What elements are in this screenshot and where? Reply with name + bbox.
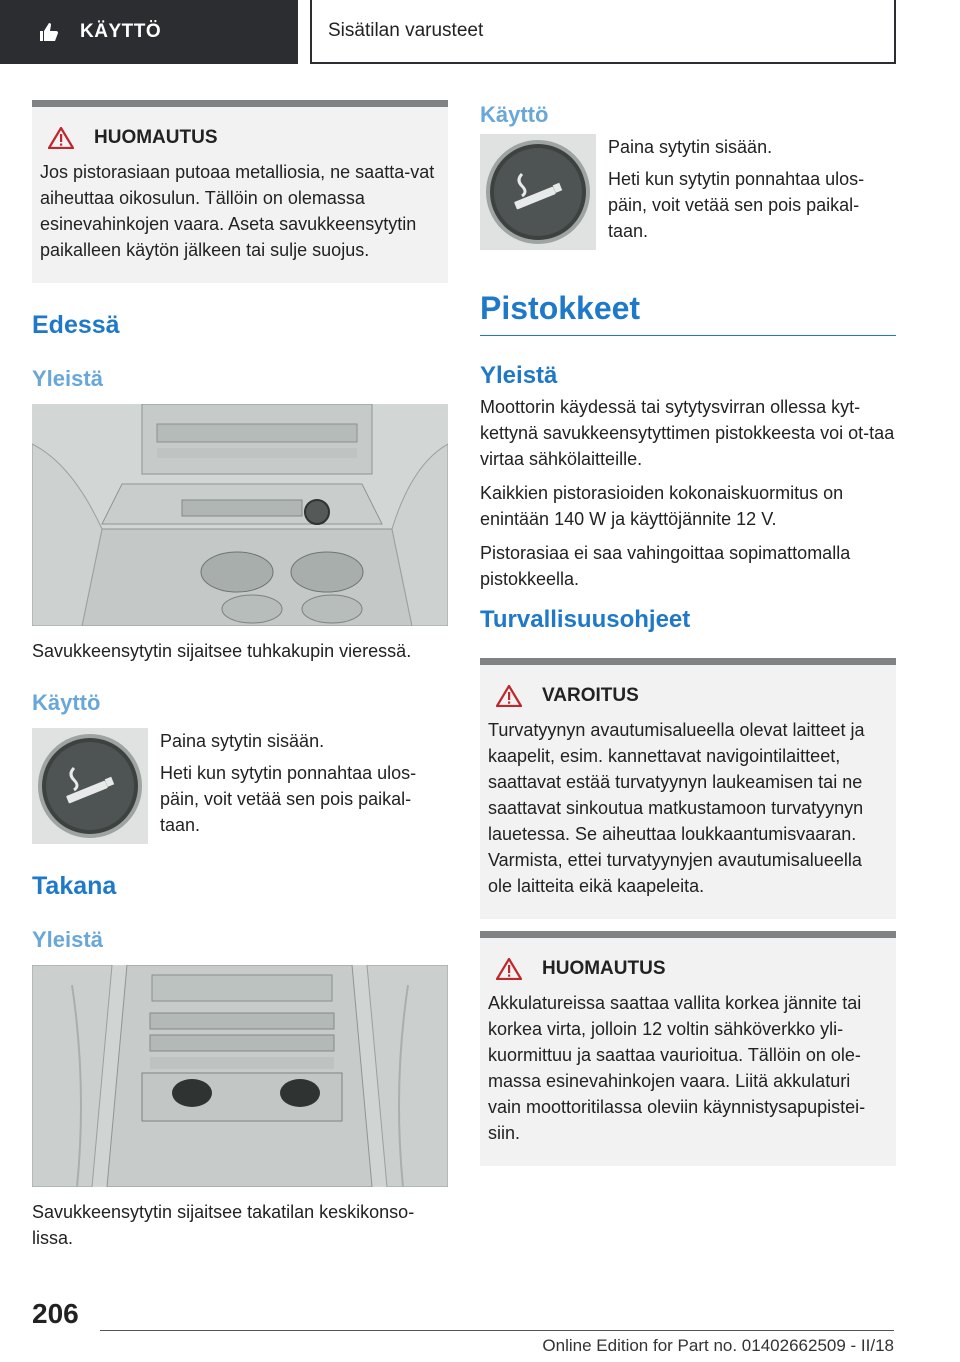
page-number: 206 — [32, 1298, 79, 1329]
front-console-image — [32, 404, 448, 626]
chapter-label: KÄYTTÖ — [80, 21, 162, 42]
heading-plugs-general: Yleistä — [480, 362, 558, 389]
notice-text-2: Akkulatureissa saattaa vallita korkea jännite tai korkea virta, jolloin 12 voltin sähköverkko yli-kuormittuu ja saattaa vaurioitua. Tällöin on ole-massa esinevahinkojen vaara. Liitä akkulaturi vain moottoritilassa oleviin käynnistysapupistei-siin. — [488, 993, 866, 1143]
rear-use-row — [480, 134, 896, 250]
front-use-row — [32, 728, 448, 844]
rear-console-image — [32, 965, 448, 1187]
warning-triangle-icon — [496, 958, 522, 980]
front-console-illustration — [32, 404, 448, 626]
front-use-step-2: Heti kun sytytin ponnahtaa ulos-päin, voit vetää sen pois paikal-taan. — [160, 763, 417, 835]
hand-pointer-icon — [38, 20, 62, 44]
notice-box — [32, 100, 448, 283]
notice-title-2: HUOMAUTUS — [542, 958, 666, 979]
heading-safety: Turvallisuusohjeet — [480, 606, 691, 633]
rear-use-step-1: Paina sytytin sisään. — [608, 137, 773, 157]
front-use-step-1: Paina sytytin sisään. — [160, 731, 325, 751]
heading-front-use: Käyttö — [32, 690, 101, 715]
warning-triangle-icon — [496, 685, 522, 707]
warning-text: Turvatyynyn avautumisalueella olevat laitteet ja kaapelit, esim. kannettavat navigointilaitteet, saattavat estää turvatyynyn laukeamisen tai ne saattavat sinkoutua matkustamoon turvatyynyn lauetessa. Se aiheuttaa loukkaantumisvaaran. Varmista, ettei turvatyynyjen avautumisalueella ole laitteita eikä kaapeleita. — [488, 720, 865, 896]
rear-use-text — [608, 134, 896, 250]
footer-divider — [100, 1330, 894, 1331]
general-paragraph-3: Pistorasiaa ei saa vahingoittaa sopimattomalla pistokkeella. — [480, 543, 851, 589]
front-caption: Savukkeensytytin sijaitsee tuhkakupin vieressä. — [32, 641, 412, 661]
warning-title: VAROITUS — [542, 685, 639, 706]
warning-box — [480, 658, 896, 919]
notice-text: Jos pistorasiaan putoaa metalliosia, ne saatta-vat aiheuttaa oikosulun. Tällöin on olemassa esinevahinkojen vaara. Aseta savukkeensytytin paikalleen käytön jälkeen tai sulje suojus. — [40, 162, 435, 260]
notice-title: HUOMAUTUS — [94, 127, 218, 148]
chapter-tab[interactable] — [0, 0, 298, 64]
heading-front: Edessä — [32, 311, 120, 339]
left-column — [32, 100, 448, 1251]
warning-triangle-icon — [48, 127, 74, 149]
section-title: Sisätilan varusteet — [310, 0, 896, 64]
notice-header — [48, 127, 440, 149]
lighter-image — [32, 728, 148, 844]
notice-header-2 — [496, 958, 888, 980]
rear-caption: Savukkeensytytin sijaitsee takatilan keskikonso-lissa. — [32, 1202, 415, 1248]
lighter-image — [480, 134, 596, 250]
heading-rear-general: Yleistä — [32, 927, 103, 952]
heading-rear: Takana — [32, 872, 117, 900]
front-use-text — [160, 728, 448, 844]
heading-rear-use: Käyttö — [480, 102, 549, 127]
warning-header — [496, 685, 888, 707]
heading-front-general: Yleistä — [32, 366, 103, 391]
footer-edition: Online Edition for Part no. 01402662509 - II/18 — [542, 1336, 894, 1355]
page-header — [0, 0, 960, 66]
general-paragraph-2: Kaikkien pistorasioiden kokonaiskuormitus on enintään 140 W ja käyttöjännite 12 V. — [480, 483, 844, 529]
heading-plugs: Pistokkeet — [480, 290, 896, 336]
general-paragraph-1: Moottorin käydessä tai sytytysvirran ollessa kyt-kettynä savukkeensytyttimen pistokkeesta voi ot-taa virtaa sähkölaitteille. — [480, 397, 895, 469]
cigarette-lighter-icon — [32, 728, 148, 844]
notice-box-2 — [480, 931, 896, 1166]
rear-use-step-2: Heti kun sytytin ponnahtaa ulos-päin, voit vetää sen pois paikal-taan. — [608, 169, 865, 241]
cigarette-lighter-icon — [480, 134, 596, 250]
rear-console-illustration — [32, 965, 448, 1187]
right-column — [480, 102, 896, 1166]
